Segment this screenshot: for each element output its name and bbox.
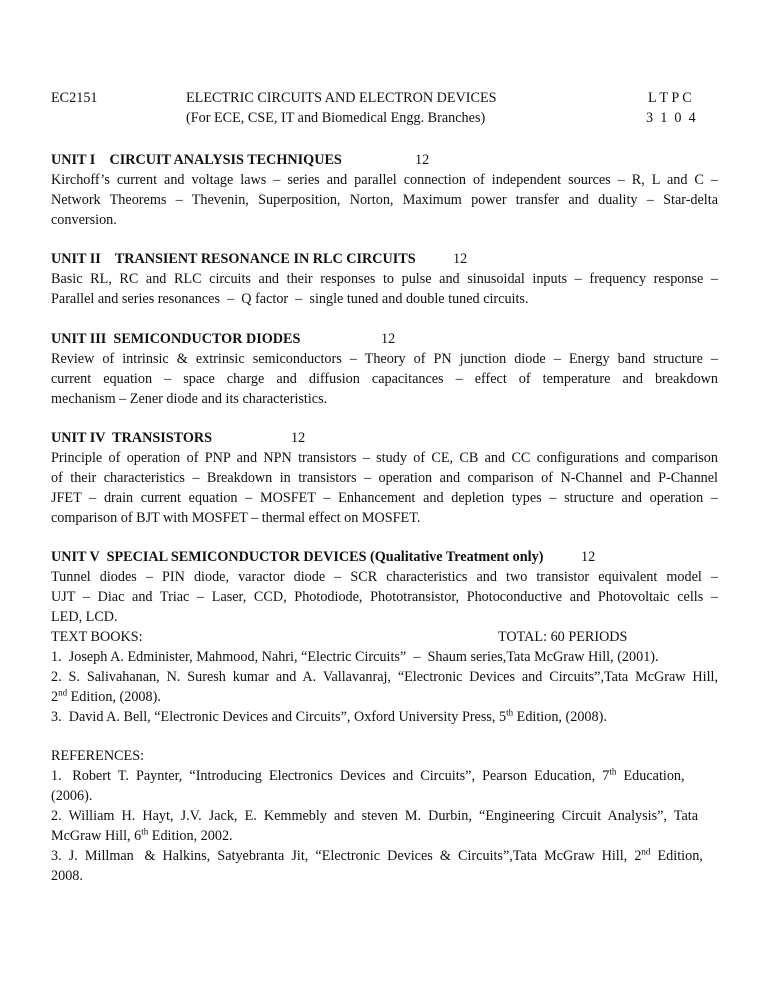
unit-4-hours: 12 [291, 430, 306, 446]
unit-2-line-1: Basic RL, RC and RLC circuits and their responses to pulse and sinusoidal inputs – frequency response – [51, 271, 718, 287]
unit-1-heading: UNIT I CIRCUIT ANALYSIS TECHNIQUES [51, 152, 342, 168]
textbook-item-1: 1. Joseph A. Edminister, Mahmood, Nahri, “Electric Circuits” – Shaum series,Tata McGraw Hill, (2001). [51, 649, 659, 665]
textbook-item-2: 2. S. Salivahanan, N. Suresh kumar and A. Vallavanraj, “Electronic Devices and Circuits”,Tata McGraw Hill, [51, 669, 718, 685]
unit-5-line-2: UJT – Diac and Triac – Laser, CCD, Photodiode, Phototransistor, Photoconductive and Photovoltaic cells – [51, 589, 718, 605]
unit-5-line-1: Tunnel diodes – PIN diode, varactor diode – SCR characteristics and two transistor equivalent model – [51, 569, 718, 585]
total-periods: TOTAL: 60 PERIODS [498, 629, 628, 645]
unit-1-line-3: conversion. [51, 212, 117, 228]
ltpc-values: 3 1 0 4 [646, 110, 696, 126]
unit-5-hours: 12 [581, 549, 596, 565]
unit-2-line-2: Parallel and series resonances – Q factor – single tuned and double tuned circuits. [51, 291, 529, 307]
unit-4-line-4: comparison of BJT with MOSFET – thermal effect on MOSFET. [51, 510, 421, 526]
unit-3-line-1: Review of intrinsic & extrinsic semiconductors – Theory of PN junction diode – Energy band structure – [51, 351, 718, 367]
course-code: EC2151 [51, 90, 98, 106]
reference-item-3-cont: 2008. [51, 868, 83, 884]
unit-2-heading: UNIT II TRANSIENT RESONANCE IN RLC CIRCUITS [51, 251, 416, 267]
course-subtitle: (For ECE, CSE, IT and Biomedical Engg. Branches) [186, 110, 486, 126]
reference-item-2-cont: McGraw Hill, 6th Edition, 2002. [51, 826, 233, 844]
unit-1-line-2: Network Theorems – Thevenin, Superposition, Norton, Maximum power transfer and duality – Star-delta [51, 192, 718, 208]
reference-item-2: 2. William H. Hayt, J.V. Jack, E. Kemmebly and steven M. Durbin, “Engineering Circuit Analysis”, Tata [51, 808, 699, 824]
unit-3-hours: 12 [381, 331, 396, 347]
ltpc-label: L T P C [648, 90, 692, 106]
reference-item-1-cont: (2006). [51, 788, 93, 804]
unit-4-line-2: of their characteristics – Breakdown in transistors – operation and comparison of N-Channel and P-Channel [51, 470, 718, 486]
unit-1-line-1: Kirchoff’s current and voltage laws – series and parallel connection of independent sources – R, L and C – [51, 172, 718, 188]
unit-4-line-3: JFET – drain current equation – MOSFET – Enhancement and depletion types – structure and operation – [51, 490, 718, 506]
textbook-item-2-cont: 2nd Edition, (2008). [51, 687, 161, 705]
course-title: ELECTRIC CIRCUITS AND ELECTRON DEVICES [186, 90, 497, 106]
reference-item-1: 1. Robert T. Paynter, “Introducing Electronics Devices and Circuits”, Pearson Education, 7th Education, [51, 766, 685, 784]
unit-3-line-3: mechanism – Zener diode and its characteristics. [51, 391, 328, 407]
unit-5-line-3: LED, LCD. [51, 609, 118, 625]
unit-3-heading: UNIT III SEMICONDUCTOR DIODES [51, 331, 301, 347]
textbook-item-3: 3. David A. Bell, “Electronic Devices and Circuits”, Oxford University Press, 5th Edition, (2008). [51, 707, 607, 725]
unit-1-hours: 12 [415, 152, 430, 168]
textbooks-label: TEXT BOOKS: [51, 629, 143, 645]
reference-item-3: 3. J. Millman & Halkins, Satyebranta Jit, “Electronic Devices & Circuits”,Tata McGraw Hill, 2nd Edition, [51, 846, 703, 864]
unit-4-heading: UNIT IV TRANSISTORS [51, 430, 212, 446]
unit-2-hours: 12 [453, 251, 468, 267]
references-label: REFERENCES: [51, 748, 145, 764]
unit-3-line-2: current equation – space charge and diffusion capacitances – effect of temperature and breakdown [51, 371, 718, 387]
unit-5-heading: UNIT V SPECIAL SEMICONDUCTOR DEVICES (Qualitative Treatment only) [51, 549, 544, 565]
unit-4-line-1: Principle of operation of PNP and NPN transistors – study of CE, CB and CC configurations and comparison [51, 450, 718, 466]
